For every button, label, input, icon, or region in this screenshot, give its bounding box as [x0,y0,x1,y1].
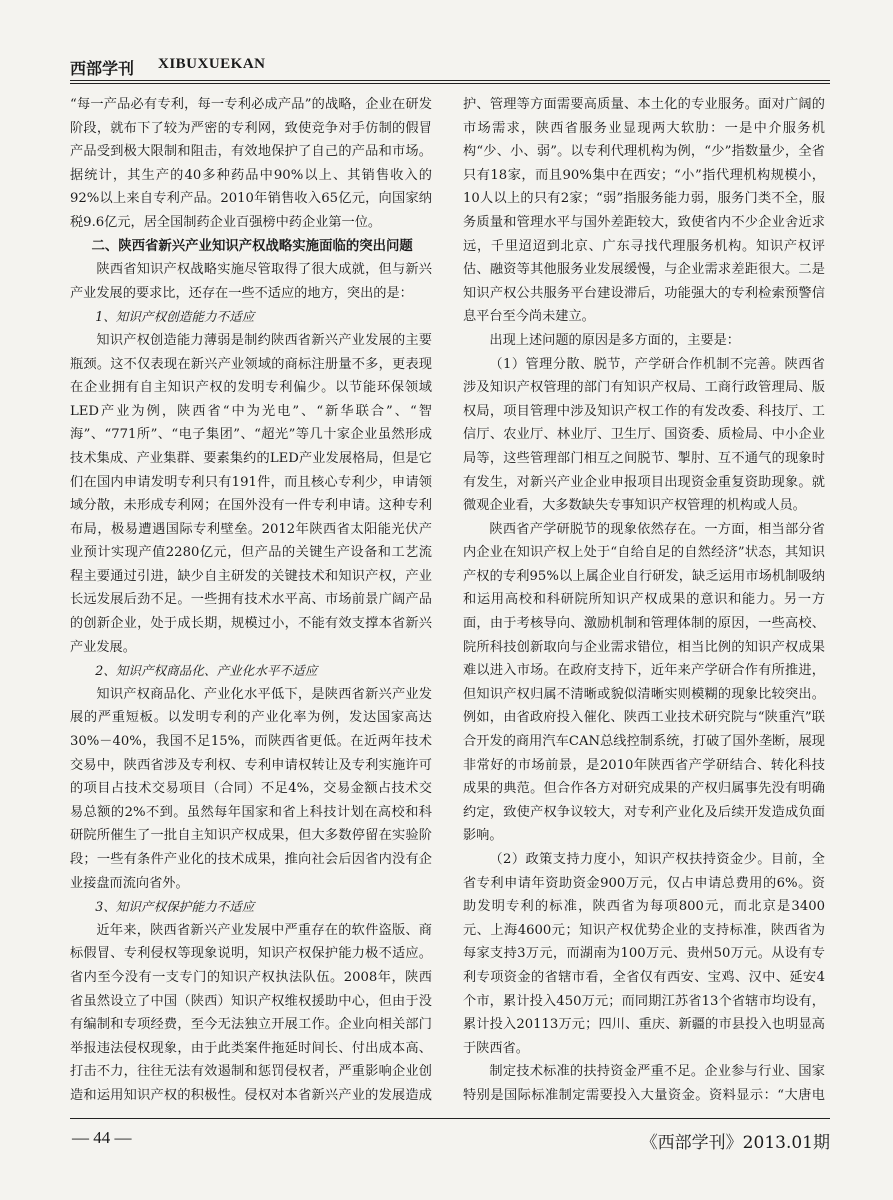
paragraph: 出现上述问题的原因是多方面的，主要是： [489,332,740,348]
subsection-heading: 1、知识产权创造能力不适应 [95,309,255,325]
section-heading: 二、陕西省新兴产业知识产权战略实施面临的突出问题 [91,238,413,254]
page-footer [70,1118,830,1158]
journal-title-en: XIBUXUEKAN [158,56,266,72]
paragraph: 陕西省知识产权战略实施尽管取得了很大成就，但与新兴产业发展的要求比，还存在一些不适应的地方，突出的是： [70,262,432,301]
paragraph: （2）政策支持力度小，知识产权扶持资金少。目前，全省专利申请年资助资金900万元，仅占申请总费用的6%。资助发明专利的标准，陕西省为每项800元，而北京是3400元、上海4600元；知识产权优势企业的支持标准，陕西省为每家支持3万元，而湖南为100万元、贵州50万元。从设有专利专项资金的省辖市看，全省仅有西安、宝鸡、汉中、延安4个市，累计投入450万元；而同期江苏省13个省辖市均设有，累计投入20113万元；四川、重庆、新疆的市县投入也明显高于陕西省。 [463,852,825,1056]
footer-rule [70,1118,830,1119]
header-rule [70,80,830,81]
header-rule [70,83,830,84]
paragraph: 护、管理等方面需要高质量、本土化的专业服务。面对广阔的市场需求，陕西省服务业显现两大软肋：一是中介服务机构“少、小、弱”。以专利代理机构为例，“少”指数量少，全省只有18家，而且90%集中在西安；“小”指代理机构规模小，10人以上的只有2家；“弱”指服务能力弱，服务门类不全，服务质量和管理水平与国外差距较大，致使省内不少企业舍近求远，千里迢迢到北京、广东寻找代理服务机构。知识产权评估、融资等其他服务业发展缓慢，与企业需求差距很大。二是知识产权公共服务平台建设滞后，功能强大的专利检索预警信息平台至今尚未建立。 [463,97,825,325]
right-column [463,93,825,1103]
paragraph: 近年来，陕西省新兴产业发展中严重存在的软件盗版、商标假冒、专利侵权等现象说明，知识产权保护能力极不适应。省内至今没有一支专门的知识产权执法队伍。2008年，陕西省虽然设立了中国（陕西）知识产权维权援助中心，但由于没有编制和专项经费，至今无法独立开展工作。企业向相关部门举报违法侵权现象，由于此类案件拖延时间长、付出成本高、打击不力，往往无法有效遏制和惩罚侵权者，严重影响企业创造和运用知识产权的积极性。侵权对本省新兴产业的发展造成 [70,922,432,1103]
left-column [70,93,432,1103]
page-number: — 44 — [72,1128,132,1147]
paragraph: 陕西省产学研脱节的现象依然存在。一方面，相当部分省内企业在知识产权上处于“自给自足的自然经济”状态，其知识产权的专利95%以上属企业自行研发，缺乏运用市场机制吸纳和运用高校和科研院所知识产权成果的意识和能力。另一方面，由于考核导向、激励机制和管理体制的原因，一些高校、院所科技创新取向与企业需求错位，相当比例的知识产权成果难以进入市场。在政府支持下，近年来产学研合作有所推进，但知识产权归属不清晰或貌似清晰实则模糊的现象比较突出。例如，由省政府投入催化、陕西工业技术研究院与“陕重汽”联合开发的商用汽车CAN总线控制系统，打破了国外垄断，展现非常好的市场前景，是2010年陕西省产学研结合、转化科技成果的典范。但合作各方对研究成果的产权归属事先没有明确约定，致使产权争议较大，对专利产业化及后续开发造成负面影响。 [463,521,825,844]
page-header [70,52,830,92]
paragraph: 制定技术标准的扶持资金严重不足。企业参与行业、国家特别是国际标准制定需要投入大量资金。资料显示：“大唐电 [463,1064,825,1103]
journal-title-cn: 西部学刊 [70,59,135,78]
paragraph: （1）管理分散、脱节，产学研合作机制不完善。陕西省涉及知识产权管理的部门有知识产权局、工商行政管理局、版权局，项目管理中涉及知识产权工作的有发改委、科技厅、工信厅、农业厅、林业厅、卫生厅、国资委、质检局、中小企业局等，这些管理部门相互之间脱节、掣肘、互不通气的现象时有发生，对新兴产业企业申报项目出现资金重复资助现象。就微观企业看，大多数缺失专事知识产权管理的机构或人员。 [463,356,825,514]
subsection-heading: 3、知识产权保护能力不适应 [95,899,255,915]
subsection-heading: 2、知识产权商品化、产业化水平不适应 [95,663,318,679]
paragraph: “每一产品必有专利，每一专利必成产品”的战略，企业在研发阶段，就布下了较为严密的专利网，致使竞争对手仿制的假冒产品受到极大限制和阻击，有效地保护了自己的产品和市场。据统计，其生产的40多种药品中90%以上、其销售收入的92%以上来自专利产品。2010年销售收入65亿元，向国家纳税9.6亿元，居全国制药企业百强榜中药企业第一位。 [70,97,432,230]
issue-label: 《西部学刊》2013.01期 [640,1133,830,1153]
paragraph: 知识产权商品化、产业化水平低下，是陕西省新兴产业发展的严重短板。以发明专利的产业化率为例，发达国家高达30%－40%，我国不足15%，而陕西省更低。在近两年技术交易中，陕西省涉及专利权、专利申请权转让及专利实施许可的项目占技术交易项目（合同）不足4%，交易金额占技术交易总额的2%不到。虽然每年国家和省上科技计划在高校和科研院所催生了一批自主知识产权成果，但大多数停留在实验阶段；一些有条件产业化的技术成果，推向社会后因省内没有企业接盘而流向省外。 [70,686,432,891]
paragraph: 知识产权创造能力薄弱是制约陕西省新兴产业发展的主要瓶颈。这不仅表现在新兴产业领域的商标注册量不多，更表现在企业拥有自主知识产权的发明专利偏少。以节能环保领域LED产业为例，陕西省“中为光电”、“新华联合”、“智海”、“771所”、“电子集团”、“超光”等几十家企业虽然形成技术集成、产业集群、要素集约的LED产业发展格局，但是它们在国内申请发明专利只有191件，而且核心专利少，申请领域分散，未形成专利网；在国外没有一件专利申请。这种专利布局，极易遭遇国际专利壁垒。2012年陕西省太阳能光伏产业预计实现产值2280亿元，但产品的关键生产设备和工艺流程主要通过引进，缺少自主研发的关键技术和知识产权，产业长远发展后劲不足。一些拥有技术水平高、市场前景广阔产品的创新企业，处于成长期，规模过小，不能有效支撑本省新兴产业发展。 [70,332,432,655]
